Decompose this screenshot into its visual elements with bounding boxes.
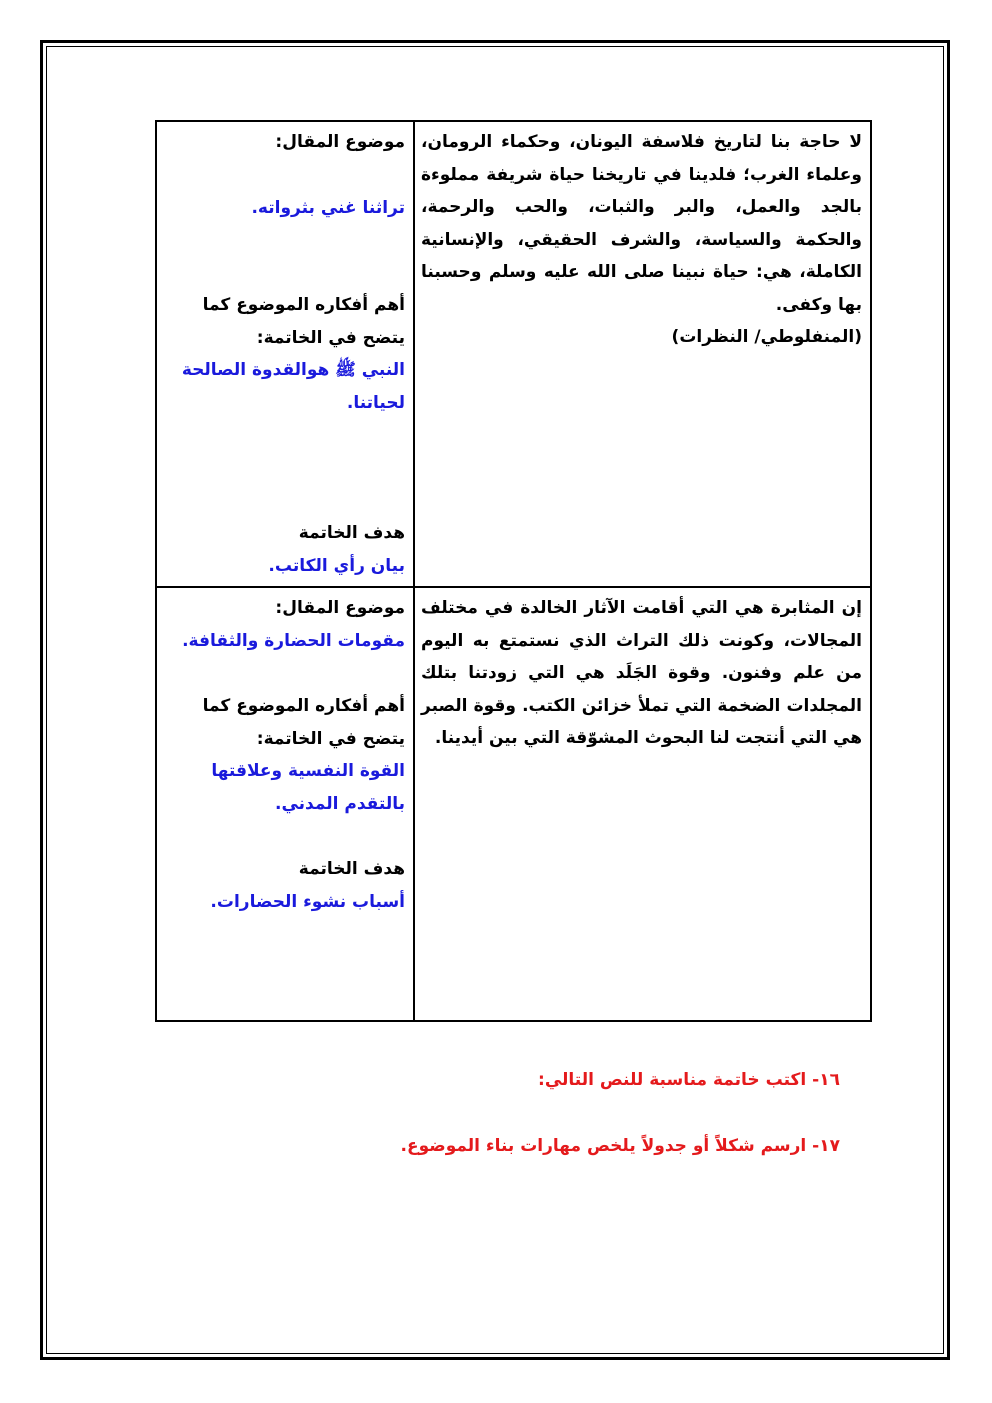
analysis-cell [156, 587, 414, 1021]
passage-source: (المنفلوطي/ النظرات) [671, 327, 862, 347]
question-16: ١٦- اكتب خاتمة مناسبة للنص التالي: [538, 1070, 840, 1090]
question-17: ١٧- ارسم شكلاً أو جدولاً يلخص مهارات بناء الموضوع. [400, 1136, 840, 1156]
goal-label: هدف الخاتمة [298, 859, 405, 879]
passage-text: لا حاجة بنا لتاريخ فلاسفة اليونان، وحكماء الرومان، وعلماء الغرب؛ فلدينا في تاريخنا حياة شريفة مملوءة بالجد والعمل، والبر والثبات، والحب والرحمة، والحكمة والسياسة، والشرف الحقيقي، والإنسانية الكاملة، هي: حياة نبينا صلى الله عليه وسلم وحسبنا بها وكفى. [421, 132, 862, 315]
ideas-answer: القوة النفسية وعلاقتها بالتقدم المدني. [211, 761, 405, 814]
analysis-cell [156, 121, 414, 587]
goal-label: هدف الخاتمة [298, 523, 405, 543]
topic-answer: تراثنا غني بثرواته. [251, 197, 405, 218]
goal-answer: أسباب نشوء الحضارات. [210, 891, 405, 912]
ideas-answer: النبي ﷺ هوالقدوة الصالحة لحياتنا. [181, 360, 405, 413]
topic-answer: مقومات الحضارة والثقافة. [182, 630, 405, 651]
topic-label: موضوع المقال: [275, 132, 405, 152]
table-row [156, 121, 871, 587]
passage-cell [414, 587, 871, 1021]
passage-cell [414, 121, 871, 587]
exercise-table [155, 120, 872, 1022]
table-row [156, 587, 871, 1021]
passage-text: إن المثابرة هي التي أقامت الآثار الخالدة في مختلف المجالات، وكونت ذلك التراث الذي نستمتع به اليوم من علم وفنون. وقوة الجَلَد هي التي زودتنا بتلك المجلدات الضخمة التي تملأ خزائن الكتب. وقوة الصبر هي التي أنتجت لنا البحوث المشوّقة التي بين أيدينا. [421, 598, 862, 748]
ideas-label: أهم أفكاره الموضوع كما يتضح في الخاتمة: [202, 295, 405, 348]
ideas-label: أهم أفكاره الموضوع كما يتضح في الخاتمة: [202, 696, 405, 749]
goal-answer: بيان رأي الكاتب. [268, 555, 405, 576]
topic-label: موضوع المقال: [275, 598, 405, 618]
